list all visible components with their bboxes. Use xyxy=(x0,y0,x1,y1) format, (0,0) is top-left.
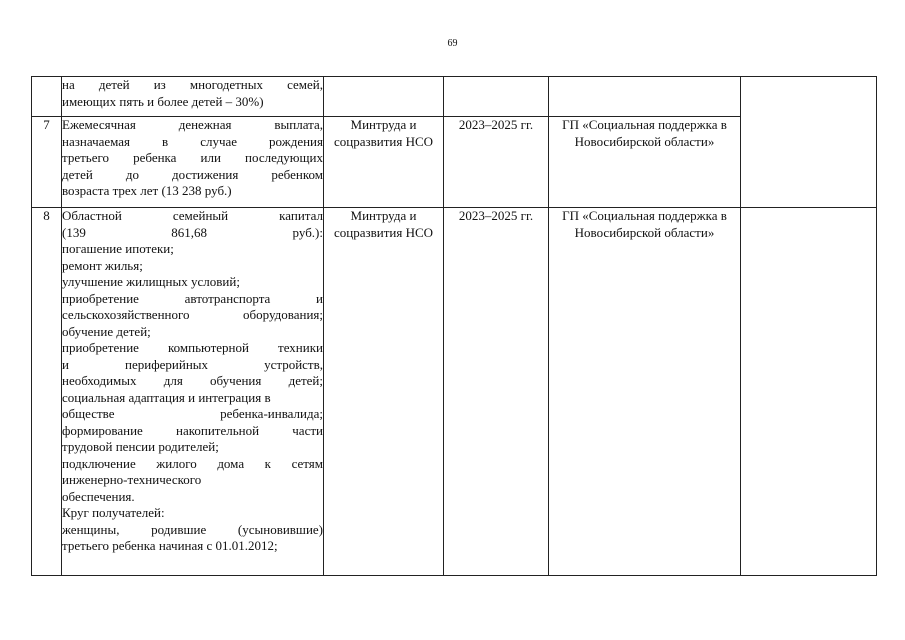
period: 2023–2025 гг. xyxy=(444,208,549,576)
description-line: женщины, родившие (усыновившие) xyxy=(62,521,323,537)
row-number: 7 xyxy=(32,117,62,208)
measure-description xyxy=(62,208,324,576)
description-line: приобретение автотранспорта и xyxy=(62,290,323,306)
description-line: Ежемесячная денежная выплата, xyxy=(62,117,323,132)
description-line: возраста трех лет (13 238 руб.) xyxy=(62,183,232,198)
description-line: подключение жилого дома к сетям xyxy=(62,455,323,471)
state-program: ГП «Социальная поддержка в Новосибирской области» xyxy=(549,117,741,208)
description-line: инженерно-технического xyxy=(62,472,202,487)
period: 2023–2025 гг. xyxy=(444,117,549,208)
description-line: детей до достижения ребенком xyxy=(62,166,323,182)
description-line: ремонт жилья; xyxy=(62,257,143,273)
description-line: формирование накопительной части xyxy=(62,422,323,438)
state-program: ГП «Социальная поддержка в Новосибирской области» xyxy=(549,208,741,576)
description-line: на детей из многодетных семей, xyxy=(62,77,323,92)
notes-cell xyxy=(741,77,877,208)
description-line: Круг получателей: xyxy=(62,505,165,520)
description-line: улучшение жилищных условий; xyxy=(62,274,240,289)
row-number: 8 xyxy=(32,208,62,576)
description-line: назначаемая в случае рождения xyxy=(62,133,323,149)
description-line: необходимых для обучения детей; xyxy=(62,373,323,388)
description-line: (139 861,68 руб.): xyxy=(62,224,323,240)
table-row xyxy=(32,77,877,117)
description-line: погашение ипотеки; xyxy=(62,241,174,256)
measure-description xyxy=(62,77,324,117)
period xyxy=(444,77,549,117)
description-line: третьего ребенка или последующих xyxy=(62,150,323,165)
measures-table xyxy=(31,76,877,576)
description-line: приобретение компьютерной техники xyxy=(62,340,323,355)
measure-description xyxy=(62,117,324,208)
description-line: и периферийных устройств, xyxy=(62,356,323,372)
description-line: имеющих пять и более детей – 30%) xyxy=(62,93,264,109)
notes-cell xyxy=(741,208,877,576)
responsible-org: Минтруда и соцразвития НСО xyxy=(324,208,444,576)
description-line: обеспечения. xyxy=(62,488,135,504)
row-number xyxy=(32,77,62,117)
description-line: обучение детей; xyxy=(62,323,151,339)
page-number: 69 xyxy=(447,38,458,49)
state-program xyxy=(549,77,741,117)
description-line: Областной семейный капитал xyxy=(62,208,323,223)
table-row xyxy=(32,208,877,576)
description-line: сельскохозяйственного оборудования; xyxy=(62,307,323,322)
description-line: трудовой пенсии родителей; xyxy=(62,439,219,454)
responsible-org xyxy=(324,77,444,117)
description-line: обществе ребенка-инвалида; xyxy=(62,406,323,421)
description-line: социальная адаптация и интеграция в xyxy=(62,389,271,405)
responsible-org: Минтруда и соцразвития НСО xyxy=(324,117,444,208)
description-line: третьего ребенка начиная с 01.01.2012; xyxy=(62,538,278,553)
